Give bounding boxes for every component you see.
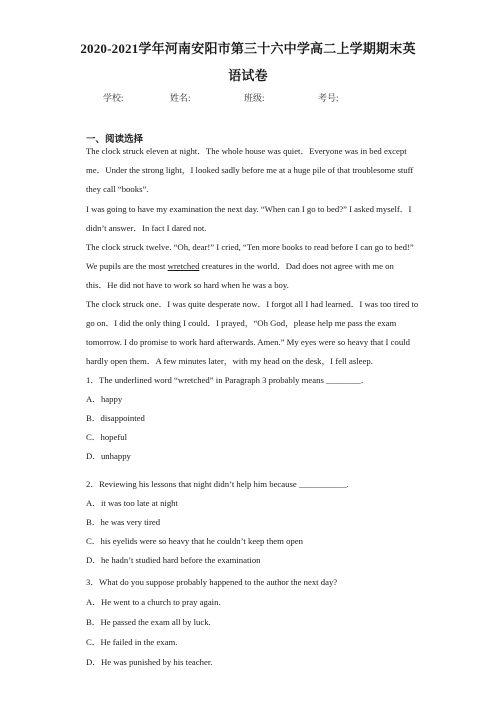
answer-option: C．his eyelids were so heavy that he couldn’t keep them open [86, 536, 303, 546]
answer-option: C．hopeful [86, 432, 128, 442]
school-label: 学校: [103, 93, 124, 103]
passage-text: We pupils are the most [86, 261, 168, 271]
answer-option: A．He went to a church to pray again. [86, 597, 221, 607]
passage-line: tomorrow. I do promise to work hard afterwards. Amen.” My eyes were so heavy that I could [86, 337, 410, 347]
passage-line: hardly open them．A few minutes later，with my head on the desk，I fell asleep. [86, 356, 373, 366]
question-stem: 2．Reviewing his lessons that night didn’t help him because ___________. [86, 479, 349, 489]
answer-option: D．he hadn’t studied hard before the examination [86, 555, 261, 565]
passage-line: didn’t answer．In fact I dared not. [86, 223, 207, 233]
passage-line: I was going to have my examination the next day. “When can I go to bed?” I asked myself．I [86, 204, 412, 214]
answer-option: D．He was punished by his teacher. [86, 657, 213, 667]
underlined-word: wretched [167, 261, 200, 271]
passage-line: me．Under the strong light，I looked sadly before me at a huge pile of that troublesome stuff [86, 165, 414, 175]
page-title-line1: 2020-2021学年河南安阳市第三十六中学高二上学期期末英 [80, 41, 416, 56]
answer-option: D．unhappy [86, 451, 131, 461]
passage-line: this．He did not have to work so hard when he was a boy. [86, 280, 289, 290]
name-label: 姓名: [170, 93, 191, 103]
passage-line: The clock struck one．I was quite desperate now．I forgot all I had learned．I was too tired to [86, 299, 419, 309]
passage-line: go on．I did the only thing I could．I prayed，“Oh God，please help me pass the exam [86, 318, 397, 328]
answer-option: B．disappointed [86, 413, 145, 423]
section-heading: 一、阅读选择 [86, 135, 144, 145]
passage-line: they call “books”. [86, 184, 149, 194]
question-stem: 1．The underlined word “wretched” in Paragraph 3 probably means ________． [86, 375, 370, 385]
answer-option: A．happy [86, 394, 123, 404]
passage-text: creatures in the world．Dad does not agree with me on [199, 261, 394, 271]
answer-option: B．he was very tired [86, 517, 161, 527]
class-label: 班级: [244, 93, 265, 103]
answer-option: B．He passed the exam all by luck. [86, 617, 211, 627]
answer-option: A．it was too late at night [86, 498, 178, 508]
answer-option: C．He failed in the exam. [86, 637, 178, 647]
passage-line: The clock struck eleven at night．The whole house was quiet．Everyone was in bed except [86, 146, 407, 156]
student-info-row [0, 91, 496, 103]
question-stem: 3．What do you suppose probably happened to the author the next day? [86, 577, 338, 587]
passage-line: The clock struck twelve. “Oh, dear!” I cried, “Ten more books to read before I can go to bed!” [86, 242, 414, 252]
passage-line [86, 260, 394, 272]
exam-number-label: 考号: [318, 93, 339, 103]
page-title-line2: 语试卷 [228, 68, 268, 83]
